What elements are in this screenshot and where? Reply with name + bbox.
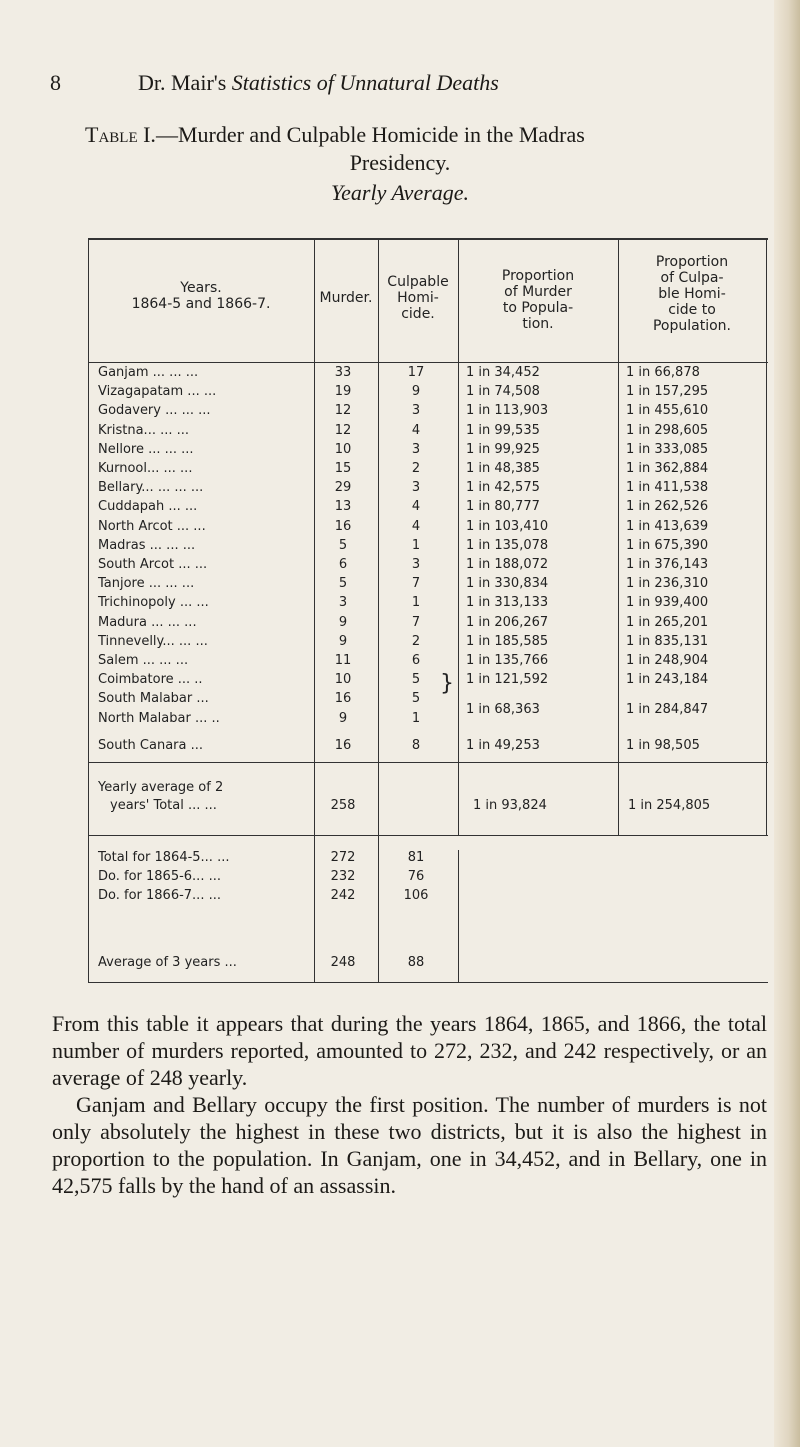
- district-name: Godavery ... ... ...: [98, 403, 211, 419]
- culpable-count: 3: [411, 557, 421, 572]
- district-name: Ganjam ... ... ...: [98, 365, 199, 380]
- murder-count: 33: [334, 365, 352, 380]
- culpable-count: 3: [411, 480, 421, 496]
- prop-murder: 1 in 313,133: [466, 595, 549, 611]
- prop-culpable: 1 in 248,904: [626, 653, 709, 668]
- prop-murder: 1 in 99,535: [466, 422, 540, 438]
- culpable-count: 3: [411, 403, 421, 419]
- header-prop-culpable: Proportion of Culpa- ble Homi- cide to Population.: [652, 254, 731, 334]
- average-murder: 248: [330, 955, 356, 970]
- rule-header: [88, 362, 768, 363]
- rule-bottom: [88, 982, 768, 983]
- district-name: Trichinopoly ... ...: [98, 595, 209, 611]
- murder-count: 6: [338, 557, 348, 572]
- prop-murder: 1 in 185,585: [466, 633, 549, 649]
- murder-count: 9: [338, 633, 348, 649]
- table-row: [88, 672, 768, 691]
- table-row: [88, 576, 768, 595]
- table-row: [88, 634, 768, 653]
- prop-culpable: 1 in 98,505: [626, 737, 700, 753]
- prop-culpable: 1 in 411,538: [626, 480, 709, 496]
- rule-sub: [88, 762, 768, 763]
- prop-murder: 1 in 99,925: [466, 441, 540, 457]
- table-row: [88, 461, 768, 480]
- murder-count: 3: [338, 595, 348, 611]
- prop-murder: 1 in 68,363: [466, 701, 540, 717]
- prop-murder: 1 in 188,072: [466, 557, 549, 572]
- prop-culpable: 1 in 455,610: [626, 403, 709, 419]
- table-row: [88, 701, 768, 730]
- murder-count: 16: [334, 737, 352, 753]
- totals-row: [88, 850, 768, 869]
- district-name: North Malabar ... ..: [98, 710, 220, 726]
- totals-murder: 272: [330, 850, 356, 865]
- table-row: [88, 738, 768, 757]
- murder-count: 10: [334, 441, 352, 457]
- culpable-count: 7: [411, 614, 421, 630]
- prop-murder: 1 in 330,834: [466, 576, 549, 592]
- totals-label: Do. for 1865-6... ...: [98, 869, 221, 884]
- prop-murder: 1 in 42,575: [466, 480, 540, 496]
- page-edge-shadow: [774, 0, 800, 1447]
- running-title: [138, 70, 499, 96]
- totals-murder: 232: [330, 869, 356, 884]
- totals-label: Do. for 1866-7... ...: [98, 888, 221, 903]
- table-label: Table I.: [85, 122, 156, 147]
- prop-culpable: 1 in 835,131: [626, 633, 709, 649]
- culpable-count: 2: [411, 633, 421, 649]
- culpable-count: 9: [411, 384, 421, 400]
- district-name: Tinnevelly... ... ...: [98, 633, 208, 649]
- prop-culpable: 1 in 376,143: [626, 557, 709, 572]
- prop-culpable: 1 in 265,201: [626, 614, 709, 630]
- district-name: Tanjore ... ... ...: [98, 576, 195, 592]
- culpable-count: 4: [411, 499, 421, 515]
- caption-text: —Murder and Culpable Homicide in the Madras: [155, 122, 585, 147]
- paragraph-1: From this table it appears that during the years 1864, 1865, and 1866, the total number of murders reported, amounted to 272, 232, and 242 respectively, or an average of 248 yearly.: [52, 1011, 767, 1090]
- murder-count: 19: [334, 384, 352, 400]
- prop-murder: 1 in 80,777: [466, 499, 540, 515]
- table-row: [88, 499, 768, 518]
- yearly-avg-prop-murder: 1 in 93,824: [473, 798, 547, 813]
- caption-subtitle: Yearly Average.: [330, 180, 470, 205]
- prop-culpable: 1 in 262,526: [626, 499, 709, 515]
- prop-murder: 1 in 206,267: [466, 614, 549, 630]
- totals-label: Total for 1864-5... ...: [98, 850, 230, 865]
- table-row: [88, 365, 768, 384]
- table-row: [88, 384, 768, 403]
- prop-murder: 1 in 135,078: [466, 537, 549, 553]
- district-name: Vizagapatam ... ...: [98, 384, 217, 400]
- table-row: [88, 557, 768, 576]
- murder-count: 11: [334, 653, 352, 668]
- prop-murder: 1 in 48,385: [466, 461, 540, 476]
- district-name: Madura ... ... ...: [98, 614, 197, 630]
- culpable-count: 4: [411, 422, 421, 438]
- prop-culpable: 1 in 939,400: [626, 595, 709, 611]
- prop-murder: 1 in 34,452: [466, 365, 540, 380]
- murder-count: 5: [338, 576, 348, 592]
- rule-avg: [88, 835, 768, 836]
- murder-count: 12: [334, 422, 352, 438]
- prop-murder: 1 in 113,903: [466, 403, 549, 419]
- table-row: [88, 615, 768, 634]
- murder-count: 29: [334, 480, 352, 496]
- prop-culpable: 1 in 157,295: [626, 384, 709, 400]
- prop-culpable: 1 in 284,847: [626, 701, 709, 717]
- table-row: [88, 423, 768, 442]
- totals-culpable: 106: [403, 888, 429, 903]
- table-row: [88, 519, 768, 538]
- culpable-count: 1: [411, 595, 421, 611]
- district-name: Madras ... ... ...: [98, 537, 196, 553]
- murder-count: 9: [338, 710, 348, 726]
- book-title: Statistics of Unnatural Deaths: [231, 70, 499, 95]
- district-name: Coimbatore ... ..: [98, 672, 203, 688]
- header-culpable: Culpable Homi- cide.: [387, 274, 449, 322]
- murder-count: 15: [334, 461, 352, 476]
- prop-culpable: 1 in 362,884: [626, 461, 709, 476]
- murder-count: 12: [334, 403, 352, 419]
- author-name: Dr. Mair's: [138, 70, 227, 95]
- malabar-brace: }: [440, 671, 454, 696]
- prop-murder: 1 in 121,592: [466, 672, 549, 688]
- table-row: [88, 480, 768, 499]
- district-name: Bellary... ... ... ...: [98, 480, 204, 496]
- culpable-count: 8: [411, 737, 421, 753]
- district-name: South Canara ...: [98, 737, 204, 753]
- totals-culpable: 76: [407, 869, 425, 884]
- murder-count: 9: [338, 614, 348, 630]
- table-row: [88, 653, 768, 672]
- district-name: Kristna... ... ...: [98, 422, 190, 438]
- murder-count: 5: [338, 537, 348, 553]
- prop-culpable: 1 in 675,390: [626, 537, 709, 553]
- caption-line-2: Presidency.: [349, 150, 451, 175]
- table-row: [88, 403, 768, 422]
- murder-count: 16: [334, 691, 352, 707]
- culpable-count: 6: [411, 653, 421, 668]
- culpable-count: 2: [411, 461, 421, 476]
- prop-culpable: 1 in 298,605: [626, 422, 709, 438]
- prop-culpable: 1 in 243,184: [626, 672, 709, 688]
- culpable-count: 4: [411, 518, 421, 534]
- page-number: 8: [50, 70, 61, 95]
- district-name: Salem ... ... ...: [98, 653, 189, 668]
- header-murder: Murder.: [319, 290, 373, 306]
- body-text: [52, 1010, 767, 1199]
- culpable-count: 7: [411, 576, 421, 592]
- district-name: Kurnool... ... ...: [98, 461, 193, 476]
- rule-top: [88, 238, 768, 240]
- culpable-count: 5: [411, 691, 421, 707]
- culpable-count: 17: [407, 365, 425, 380]
- culpable-count: 1: [411, 537, 421, 553]
- totals-culpable: 81: [407, 850, 425, 865]
- prop-culpable: 1 in 333,085: [626, 441, 709, 457]
- murder-count: 10: [334, 672, 352, 688]
- header-prop-murder: Proportion of Murder to Popula- tion.: [501, 268, 575, 332]
- prop-culpable: 1 in 66,878: [626, 365, 700, 380]
- prop-murder: 1 in 135,766: [466, 653, 549, 668]
- table-row: [88, 538, 768, 557]
- prop-culpable: 1 in 236,310: [626, 576, 709, 592]
- murder-count: 16: [334, 518, 352, 534]
- table-row: [88, 442, 768, 461]
- paragraph-2: Ganjam and Bellary occupy the first position. The number of murders is not only absolutely the highest in these two districts, but it is also the highest in proportion to the population. In Ganjam, one in 34,452, and in Bellary, one in 42,575 falls by the hand of an assassin.: [52, 1092, 767, 1198]
- prop-culpable: 1 in 413,639: [626, 518, 709, 534]
- yearly-avg-label-2: years' Total ... ...: [110, 798, 217, 813]
- totals-murder: 242: [330, 888, 356, 903]
- district-name: North Arcot ... ...: [98, 518, 206, 534]
- prop-murder: 1 in 49,253: [466, 737, 540, 753]
- table-row: [88, 595, 768, 614]
- yearly-avg-prop-culpable: 1 in 254,805: [628, 798, 711, 813]
- culpable-count: 1: [411, 710, 421, 726]
- average-label: Average of 3 years ...: [98, 955, 237, 970]
- culpable-count: 3: [411, 441, 421, 457]
- caption-line-1: [85, 120, 585, 150]
- culpable-count: 5: [411, 672, 421, 688]
- average-culpable: 88: [407, 955, 425, 970]
- district-name: Cuddapah ... ...: [98, 499, 198, 515]
- prop-murder: 1 in 103,410: [466, 518, 549, 534]
- yearly-avg-label-1: Yearly average of 2: [98, 780, 224, 795]
- totals-row: [88, 888, 768, 907]
- district-name: South Malabar ...: [98, 691, 209, 707]
- totals-row: [88, 869, 768, 888]
- header-years: Years. 1864-5 and 1866-7.: [131, 280, 271, 312]
- murder-count: 13: [334, 499, 352, 515]
- district-name: Nellore ... ... ...: [98, 441, 194, 457]
- yearly-avg-murder: 258: [330, 798, 356, 813]
- prop-murder: 1 in 74,508: [466, 384, 540, 400]
- district-name: South Arcot ... ...: [98, 557, 208, 572]
